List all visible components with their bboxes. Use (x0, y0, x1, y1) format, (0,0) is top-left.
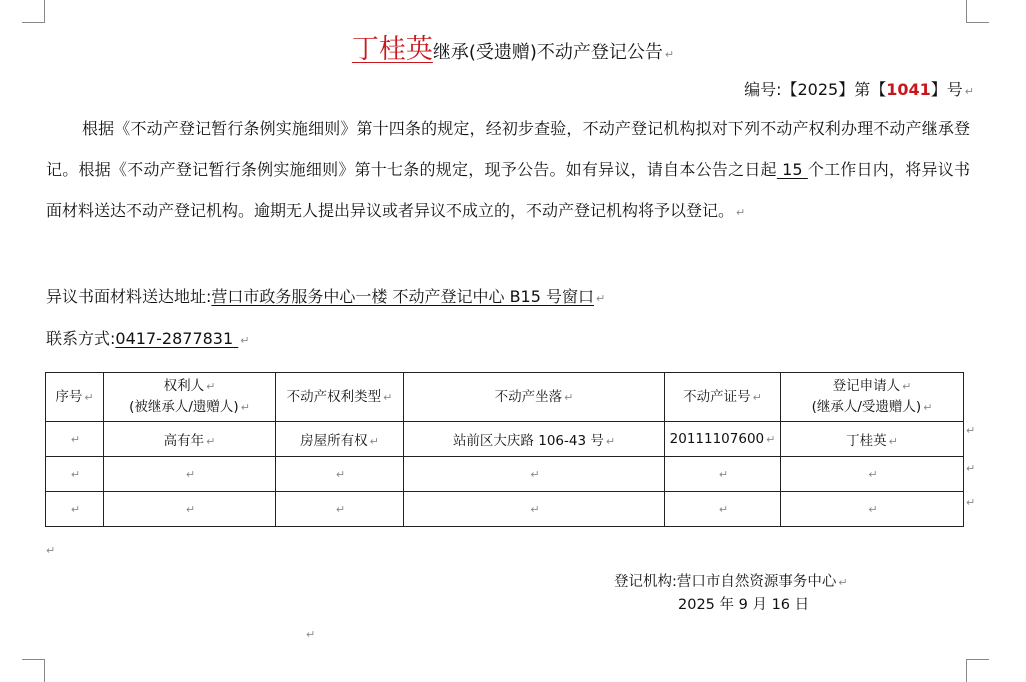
header-applicant: 登记申请人 ↵ (继承人/受遗赠人) ↵ (781, 373, 964, 422)
doc-number-prefix: 编号:【2025】第【 (744, 80, 887, 99)
crop-mark-top-right (966, 0, 989, 23)
objection-address (46, 284, 605, 307)
crop-mark-bottom-right (966, 659, 989, 682)
paragraph-mark: ↵ (46, 544, 56, 557)
row-end-mark: ↵ (966, 462, 976, 475)
cell-certificate-no: ↵ (665, 457, 781, 492)
table-row (46, 422, 964, 457)
notice-title (0, 27, 1026, 66)
registration-authority (614, 570, 848, 591)
cell-applicant: 丁桂英 ↵ (781, 422, 964, 457)
cell-right-holder: 高有年 ↵ (104, 422, 276, 457)
paragraph-mark: ↵ (664, 48, 675, 61)
paragraph-mark: ↵ (306, 628, 316, 641)
doc-number-suffix: 】号 (930, 80, 963, 99)
registration-table (45, 372, 964, 527)
date-text: 2025 年 9 月 16 日 (678, 597, 810, 613)
authority-text: 登记机构:营口市自然资源事务中心 (614, 574, 837, 590)
address-label: 异议书面材料送达地址: (46, 287, 212, 306)
contact-label: 联系方式: (46, 329, 116, 348)
paragraph-mark: ↵ (736, 206, 746, 219)
header-index: 序号 ↵ (46, 373, 104, 422)
table-row (46, 492, 964, 527)
paragraph-mark: ↵ (838, 576, 848, 589)
notice-date (678, 593, 809, 614)
cell-right-type: 房屋所有权 ↵ (276, 422, 404, 457)
contact-info (46, 326, 249, 349)
cell-location: ↵ (404, 457, 665, 492)
paragraph-mark: ↵ (596, 292, 606, 305)
title-text: 继承(受遗赠)不动产登记公告 (432, 42, 663, 63)
table-row (46, 457, 964, 492)
paragraph-mark: ↵ (964, 85, 974, 98)
cell-right-type: ↵ (276, 457, 404, 492)
document-number (744, 77, 974, 100)
address-value: 营口市政务服务中心一楼 不动产登记中心 B15 号窗口 (211, 287, 595, 306)
header-right-type: 不动产权利类型 ↵ (276, 373, 404, 422)
cell-index: ↵ (46, 457, 104, 492)
doc-number-value: 1041 (886, 80, 931, 99)
notice-body (46, 108, 970, 233)
crop-mark-bottom-left (22, 659, 45, 682)
header-certificate-no: 不动产证号 ↵ (665, 373, 781, 422)
table-header-row (46, 373, 964, 422)
row-end-mark: ↵ (966, 496, 976, 509)
body-text-part2: 个工作日内，将异议书面材料送达不动产登记机构。逾期无人提出异议或者异议不成立的，不动产登记机构将予以登记。 (46, 160, 970, 220)
contact-phone: 0417-2877831 (115, 329, 239, 348)
header-right-holder: 权利人 ↵ (被继承人/遗赠人) ↵ (104, 373, 276, 422)
row-end-mark: ↵ (966, 424, 976, 437)
body-text-part1: 根据《不动产登记暂行条例实施细则》第十四条的规定，经初步查验，不动产登记机构拟对下列不动产权利办理不动产继承登记。根据《不动产登记暂行条例实施细则》第十七条的规定，现予公告。如有异议，请自本公告之日起 (46, 119, 970, 179)
header-location: 不动产坐落 ↵ (404, 373, 665, 422)
cell-applicant: ↵ (781, 492, 964, 527)
cell-right-holder: ↵ (104, 457, 276, 492)
cell-index: ↵ (46, 422, 104, 457)
cell-right-type: ↵ (276, 492, 404, 527)
objection-days: 15 (776, 160, 808, 179)
cell-certificate-no: ↵ (665, 492, 781, 527)
cell-right-holder: ↵ (104, 492, 276, 527)
cell-location: ↵ (404, 492, 665, 527)
cell-location: 站前区大庆路 106-43 号 ↵ (404, 422, 665, 457)
paragraph-mark: ↵ (240, 334, 250, 347)
cell-applicant: ↵ (781, 457, 964, 492)
title-applicant-name: 丁桂英 (351, 34, 433, 65)
cell-index: ↵ (46, 492, 104, 527)
cell-certificate-no: 20111107600 ↵ (665, 422, 781, 457)
crop-mark-top-left (22, 0, 45, 23)
